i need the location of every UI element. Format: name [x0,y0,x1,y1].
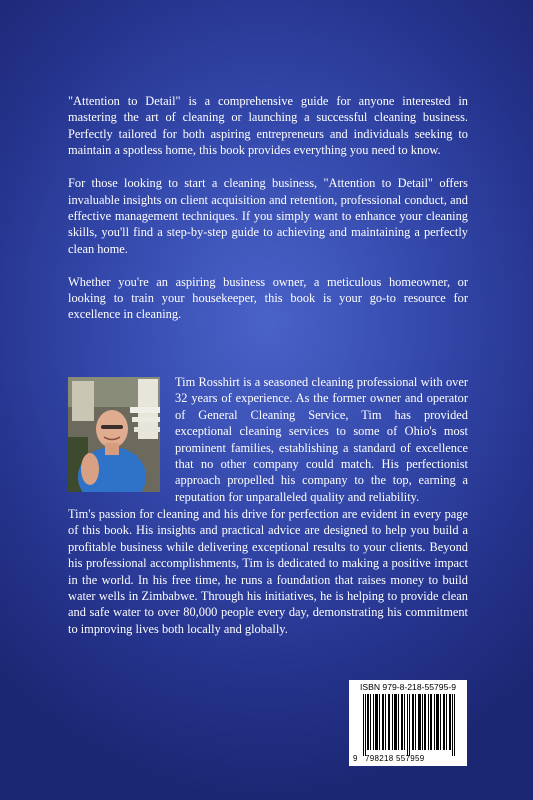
ean-remaining-digits: 798218 557959 [365,754,425,763]
author-photo-image [68,377,160,492]
author-bio-intro: Tim Rosshirt is a seasoned cleaning professional with over 32 years of experience. As the former owner and operator of General Cleaning Service, Tim has provided exceptional cleaning services to some of Ohio's most prominent families, establishing a standard of excellence that no other company could match. His perfectionist approach propelled his company to the top, earning a reputation for unparalleled quality and reliability. [175,375,468,504]
description-paragraph-2: For those looking to start a cleaning business, "Attention to Detail" offers invaluable insights on client acquisition and retention, professional conduct, and effective management techniques. If you simply want to enhance your cleaning skills, you'll find a step-by-step guide to achieving and maintaining a perfectly clean home. [68,176,468,256]
barcode-bars [363,694,455,756]
description-paragraph-3: Whether you're an aspiring business owner, a meticulous homeowner, or looking to train your housekeeper, this book is your go-to resource for excellence in cleaning. [68,274,468,322]
author-bio-continued: Tim's passion for cleaning and his drive for perfection are evident in every page of this book. His insights and practical advice are designed to help you build a profitable business while delivering exceptional results to your clients. Beyond his professional accomplishments, Tim is dedicated to making a positive impact in the world. In his free time, he runs a foundation that raises money to build water wells in Zimbabwe. Through his initiatives, he is helping to provide clean and safe water to over 80,000 people every day, demonstrating his commitment to improving lives both locally and globally. [68,507,468,636]
book-description [68,93,468,339]
description-paragraph-1: "Attention to Detail" is a comprehensive guide for anyone interested in mastering the art of cleaning or launching a successful cleaning business. Perfectly tailored for both aspiring entrepreneurs and individuals seeking to maintain a spotless home, this book provides everything you need to know. [68,94,468,158]
ean-first-digit: 9 [353,754,358,763]
author-photo [68,377,160,492]
isbn-barcode [349,680,467,766]
isbn-label: ISBN 979-8-218-55795-9 [359,682,457,692]
